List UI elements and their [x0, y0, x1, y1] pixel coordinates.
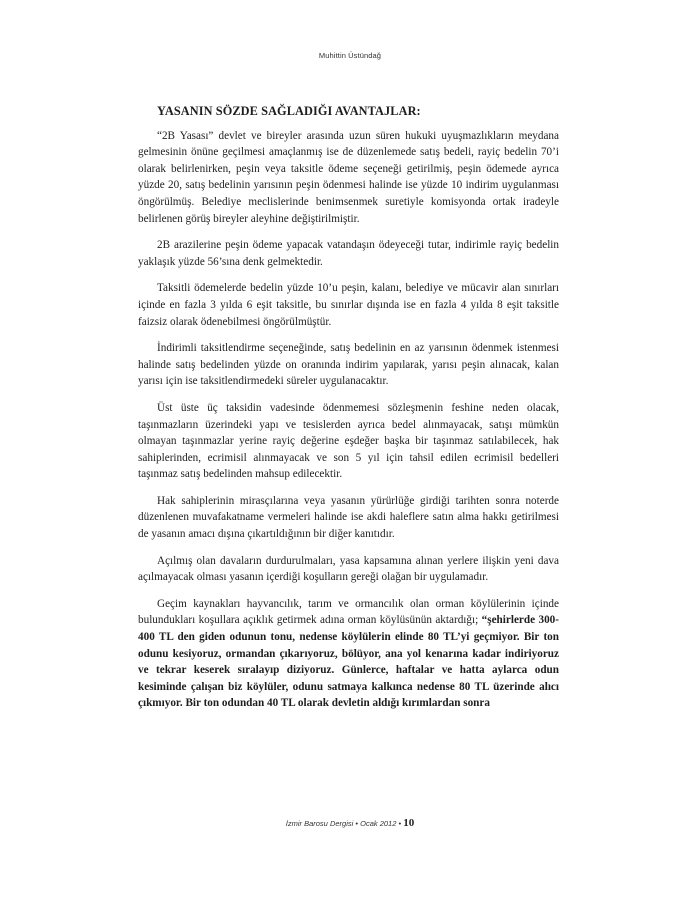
section-title: YASANIN SÖZDE SAĞLADIĞI AVANTAJLAR: [157, 104, 421, 118]
footer-separator: • [355, 819, 359, 828]
paragraph: “2B Yasası” devlet ve bireyler arasında uzun süren hukuki uyuşmazlıkların meydana gelmesinin önüne geçilmesi amaçlanmış ise de düzenlemede satış bedeli, rayiç bedelin 70’i olarak belirlenirken, peşin veya taksitle ödeme seçeneği getirilmiş, peşin ödemede ayrıca yüzde 20, satış bedelinin yarısının peşin ödenmesi halinde ise yüzde 10 indirim uygulanması öngörülmüş. Belediye meclislerinde benimsenmek suretiyle komisyonda ortak iradeyle belirlenen görüş bireyler aleyhine değiştirilmiştir. [138, 129, 559, 225]
paragraph-with-quote [138, 596, 559, 712]
paragraph: 2B arazilerine peşin ödeme yapacak vatandaşın ödeyeceği tutar, indirimle rayiç bedelin yaklaşık yüzde 56’sına denk gelmektedir. [138, 239, 559, 268]
running-head: Muhittin Üstündağ [318, 51, 382, 60]
paragraph: Üst üste üç taksidin vadesinde ödenmemesi sözleşmenin feshine neden olacak, taşınmazların üzerindeki yapı ve tesislerden ayrıca bedel alınmayacak, satışı mümkün olmayan taşınmazlar yerine rayiç değerine eşdeğer başka bir taşınmaz satılabilecek, hak sahiplerinden, ecrimisil alınmayacak ve son 5 yıl için tahsil edilen ecrimisil bedelleri taşınmaz satış bedelinden mahsup edilecektir. [138, 401, 559, 481]
journal-name: İzmir Barosu Dergisi [285, 819, 354, 828]
paragraph: Hak sahiplerinin mirasçılarına veya yasanın yürürlüğe girdiği tarihten sonra noterde düzenlenen muvafakatname vermeleri halinde ise akdi haleflere satın alma hakkı getirilmesi de yasanın amacı dışına çıkartıldığının bir diğer kanıtıdır. [138, 494, 559, 541]
footer-separator: • [398, 819, 402, 828]
page-footer [0, 817, 700, 829]
issue-date: Ocak 2012 [360, 819, 397, 828]
villager-quote: “şehirlerde 300-400 TL den giden odunun tonu, nedense köylülerin elinde 80 TL’yi geçmiyor. Bir ton odunu kesiyoruz, ormandan çıkarıyoruz, bölüyor, ana yol kenarına kadar indiriyoruz ve tekrar keserek sıralayıp diziyoruz. Günlerce, haftalar ve hatta aylarca odun kesiminde çalışan biz köylüler, odunu satmaya kalkınca nedense 80 TL üzerinde alıcı çıkmıyor. Bir ton odundan 40 TL olarak devletin aldığı kırımlardan sonra [138, 614, 559, 710]
paragraph-intro: Geçim kaynakları hayvancılık, tarım ve ormancılık olan orman köylülerinin içinde bulundukları koşullara açıklık getirmek adına orman köylüsünün aktardığı; [138, 597, 559, 627]
article-body [138, 103, 559, 722]
page-number: 10 [403, 817, 415, 829]
paragraph: Açılmış olan davaların durdurulmaları, yasa kapsamına alınan yerlere ilişkin yeni dava açılmayacak olması yasanın içerdiği koşulların gereği olağan bir uygulamadır. [138, 554, 559, 584]
paragraph: Taksitli ödemelerde bedelin yüzde 10’u peşin, kalanı, belediye ve mücavir alan sınırları içinde en fazla 3 yılda 6 eşit taksitle, bu sınırlar dışında ise en fazla 4 yılda 8 eşit taksitle faizsiz olarak ödenebilmesi öngörülmüştür. [138, 282, 559, 328]
paragraph: İndirimli taksitlendirme seçeneğinde, satış bedelinin en az yarısının ödenmek istenmesi halinde satış bedelinden yüzde on oranında indirim yapılarak, yarısı peşin alınacak, kalan yarısı için ise taksitlendirmedeki süreler uygulanacaktır. [138, 342, 559, 388]
